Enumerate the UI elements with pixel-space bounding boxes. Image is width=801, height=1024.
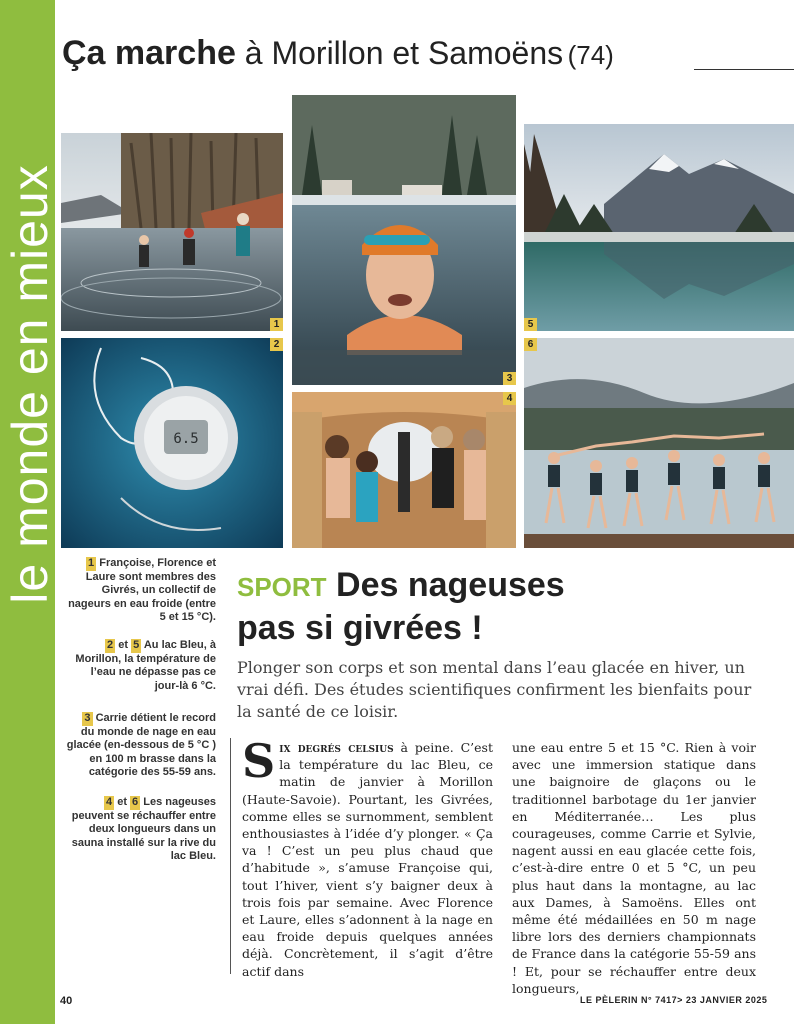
page-number: 40 [60, 995, 73, 1007]
article-column-1-text: à peine. C’est la température du lac Bleu, ce matin de janvier à Morillon (Haute-Savoie). Pourtant, les Givrées, comme elles se surnomment, semblent enthousiastes à l’idée d’y plonger. « Ça va ! C’est un peu plus chaud que d’habitude », s’amuse Françoise qui, tout l’hiver, vient s’y baigner deux à trois fois par semaine. Avec Florence et Laure, elles s’adonnent à la nage en eau froide depuis quelques années déjà. Concrètement, il s’agit d’être actif dans [242, 740, 493, 979]
caption-4 [66, 796, 216, 864]
section-band-label: le monde en mieux [2, 164, 58, 604]
caption-4-badge-b: 6 [132, 796, 139, 808]
caption-4-text: Les nageuses peuvent se réchauffer entre deux longueurs dans un sauna installé sur la rive du lac Bleu. [71, 796, 216, 862]
photo-6-jumping-swimmers [524, 338, 794, 548]
caption-3 [66, 712, 216, 780]
article-column-2: une eau entre 5 et 15 °C. Rien à voir avec une immersion statique dans une baignoire de glaçons ou le traditionnel barbotage du 1er janvier en Méditerranée… Les plus courageuses, comme Carrie et Sylvie, nagent aussi en eau glacée cette fois, c’est-à-dire entre 0 et 5 °C, un peu plus haut dans la montagne, au lac aux Dames, à Samoëns. Elles ont même été médaillées en 50 m nage libre lors des derniers championnats de France dans la catégorie 55-59 ans ! Et, pour se réchauffer entre deux longueurs, [512, 740, 756, 996]
thermometer-display: 6.5 [173, 431, 199, 447]
caption-2-and: et [118, 639, 129, 651]
caption-1 [66, 557, 216, 625]
caption-2-badge-a: 2 [107, 639, 114, 651]
caption-2-badge-b: 5 [133, 639, 140, 651]
photo-1-swimmers-wading [61, 133, 283, 331]
photo-badge-5: 5 [524, 318, 537, 331]
caption-1-badge: 1 [88, 557, 95, 569]
article-lead: Plonger son corps et son mental dans l’eau glacée en hiver, un vrai défi. Des études scientifiques confirment les bienfaits pour la santé de ce loisir. [237, 658, 752, 721]
photo-5-mountain-lake [524, 124, 794, 331]
photo-badge-2: 2 [270, 338, 283, 351]
caption-3-badge: 3 [84, 712, 91, 724]
photo-2-thermometer [61, 338, 283, 548]
caption-1-text: Françoise, Florence et Laure sont membres des Givrés, un collectif de nageurs en eau froide (entre 5 et 15 °C). [68, 557, 216, 623]
caption-4-badge-a: 4 [106, 796, 113, 808]
article-kicker: SPORT [237, 572, 327, 602]
photo-3-smiling-swimmer [292, 95, 516, 385]
caption-4-and: et [117, 796, 127, 808]
article-title-line1: Des nageuses [336, 566, 565, 604]
article-title [237, 565, 637, 649]
page-headline [62, 34, 792, 80]
headline-rule [694, 69, 794, 70]
photo-badge-4: 4 [503, 392, 516, 405]
photo-badge-6: 6 [524, 338, 537, 351]
headline-bold: Ça marche [62, 34, 236, 72]
caption-3-text: Carrie détient le record du monde de nage en eau glacée (en-dessous de 5 °C ) en 100 m brasse dans la catégorie des 55-59 ans. [66, 712, 216, 778]
photo-badge-1: 1 [270, 318, 283, 331]
headline-rest: à Morillon et Samoëns [235, 35, 564, 71]
article-title-line2: pas si givrées ! [237, 609, 483, 647]
section-band [0, 0, 58, 1024]
caption-2 [66, 639, 216, 693]
photo-badge-3: 3 [503, 372, 516, 385]
article-opening-caps: ix degrés celsius [279, 740, 394, 755]
article-column-1 [242, 734, 493, 980]
caption-2-text: Au lac Bleu, à Morillon, la température de l’eau ne dépasse pas ce jour-là 6 °C. [75, 639, 216, 692]
photo-4-sauna [292, 392, 516, 548]
column-rule [230, 738, 231, 974]
headline-dept: (74) [567, 40, 614, 70]
publication-info: LE PÈLERIN N° 7417> 23 JANVIER 2025 [580, 995, 768, 1005]
article-dropcap: S [242, 734, 276, 788]
